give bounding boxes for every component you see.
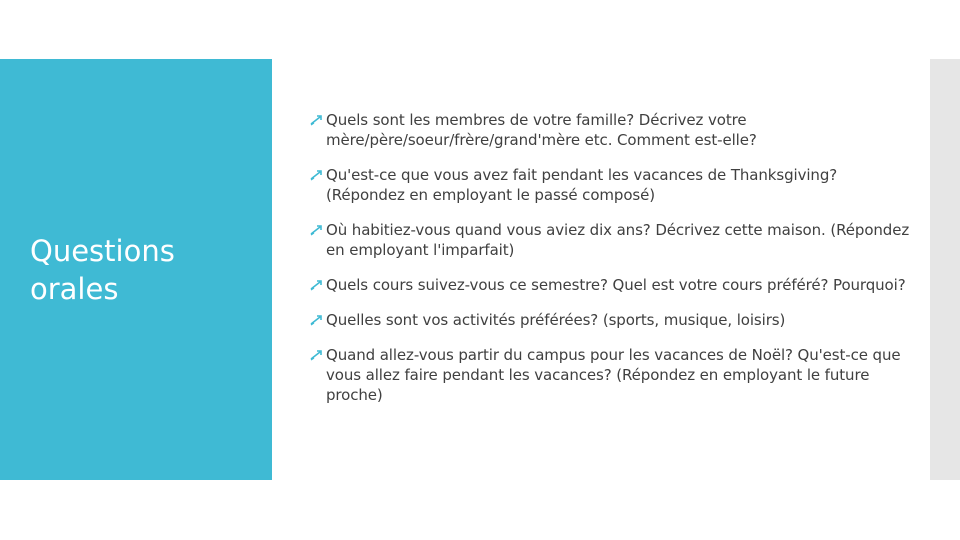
arrow-pen-icon bbox=[310, 224, 326, 236]
bullet-item bbox=[310, 275, 910, 295]
arrow-pen-icon bbox=[310, 169, 326, 181]
slide-title: Questions orales bbox=[30, 234, 175, 306]
bullet-text: Quand allez-vous partir du campus pour les vacances de Noël? Qu'est-ce que vous allez faire pendant les vacances? (Répondez en employant le future proche) bbox=[326, 346, 901, 404]
bullet-item bbox=[310, 310, 910, 330]
arrow-pen-icon bbox=[310, 349, 326, 361]
bullet-text: Qu'est-ce que vous avez fait pendant les vacances de Thanksgiving? (Répondez en employant le passé composé) bbox=[326, 166, 838, 204]
bullet-text: Quels sont les membres de votre famille? Décrivez votre mère/père/soeur/frère/grand'mère etc. Comment est-elle? bbox=[326, 111, 757, 149]
arrow-pen-icon bbox=[310, 314, 326, 326]
bullet-text: Où habitiez-vous quand vous aviez dix ans? Décrivez cette maison. (Répondez en employant l'imparfait) bbox=[326, 221, 910, 259]
side-bar bbox=[930, 59, 960, 480]
bullet-item bbox=[310, 345, 910, 405]
arrow-pen-icon bbox=[310, 279, 326, 291]
bullet-item bbox=[310, 165, 910, 205]
bullet-item bbox=[310, 110, 910, 150]
bullet-list bbox=[310, 110, 910, 420]
bullet-text: Quelles sont vos activités préférées? (sports, musique, loisirs) bbox=[326, 311, 786, 329]
arrow-pen-icon bbox=[310, 114, 326, 126]
bullet-text: Quels cours suivez-vous ce semestre? Quel est votre cours préféré? Pourquoi? bbox=[326, 276, 906, 294]
bullet-item bbox=[310, 220, 910, 260]
